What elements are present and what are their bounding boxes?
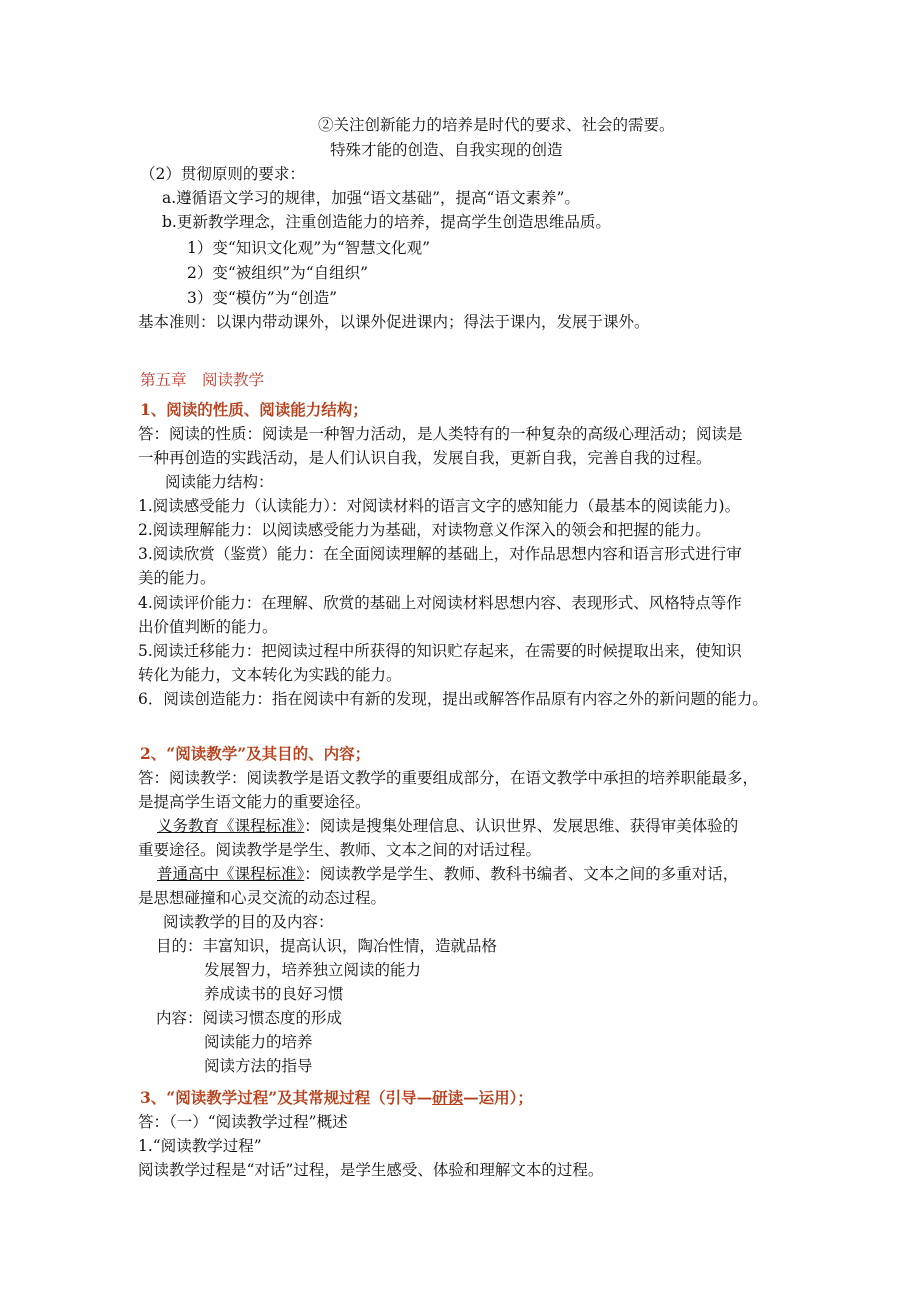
text-line: 目的：丰富知识，提高认识，陶冶性情，造就品格 bbox=[156, 937, 498, 955]
heading-span: —运用）； bbox=[463, 1088, 533, 1107]
text-line: 阅读教学过程是“对话”过程，是学生感受、体验和理解文本的过程。 bbox=[138, 1161, 604, 1179]
text-line bbox=[157, 863, 738, 885]
text-line: 基本准则：以课内带动课外，以课外促进课内；得法于课内，发展于课外。 bbox=[138, 313, 650, 331]
text-line: 5.阅读迁移能力：把阅读过程中所获得的知识贮存起来，在需要的时候提取出来，使知识 bbox=[138, 642, 742, 660]
text-line: 出价值判断的能力。 bbox=[138, 618, 278, 636]
underlined-term: 研读 bbox=[432, 1088, 464, 1107]
text-line: 6．阅读创造能力：指在阅读中有新的发现，提出或解答作品原有内容之外的新问题的能力。 bbox=[138, 690, 768, 708]
text-line: 一种再创造的实践活动，是人们认识自我，发展自我，更新自我，完善自我的过程。 bbox=[138, 449, 712, 467]
text-line: ②关注创新能力的培养是时代的要求、社会的需要。 bbox=[318, 116, 675, 134]
text-line: 重要途径。阅读教学是学生、教师、文本之间的对话过程。 bbox=[138, 841, 542, 859]
text-span: ：阅读教学是学生、教师、教科书编者、文本之间的多重对话， bbox=[304, 865, 739, 883]
text-line: 3.阅读欣赏（鉴赏）能力：在全面阅读理解的基础上，对作品思想内容和语言形式进行审 bbox=[138, 545, 742, 563]
text-line: 是提高学生语文能力的重要途径。 bbox=[138, 793, 371, 811]
text-line: 阅读教学的目的及内容： bbox=[163, 913, 334, 931]
text-line: 美的能力。 bbox=[138, 569, 216, 587]
text-line: 1）变“知识文化观”为“智慧文化观” bbox=[187, 239, 431, 257]
text-line: 特殊才能的创造、自我实现的创造 bbox=[330, 141, 563, 159]
section-heading: 2、“阅读教学”及其目的、内容； bbox=[140, 744, 371, 763]
text-line: 2.阅读理解能力：以阅读感受能力为基础，对读物意义作深入的领会和把握的能力。 bbox=[138, 521, 711, 539]
text-line: 养成读书的良好习惯 bbox=[204, 985, 344, 1003]
section-heading: 1、阅读的性质、阅读能力结构； bbox=[140, 400, 368, 419]
text-line: b.更新教学理念，注重创造能力的培养，提高学生创造思维品质。 bbox=[162, 213, 611, 231]
text-line: 4.阅读评价能力：在理解、欣赏的基础上对阅读材料思想内容、表现形式、风格特点等作 bbox=[138, 594, 742, 612]
text-line: 阅读方法的指导 bbox=[204, 1057, 313, 1075]
underlined-term: 义务教育《课程标准》 bbox=[157, 817, 305, 835]
text-line: 转化为能力，文本转化为实践的能力。 bbox=[138, 666, 402, 684]
underlined-term: 普通高中《课程标准》 bbox=[157, 865, 305, 883]
chapter-title: 第五章 阅读教学 bbox=[140, 371, 265, 389]
text-line: 阅读能力的培养 bbox=[204, 1033, 313, 1051]
heading-span: 3、“阅读教学过程”及其常规过程（引导— bbox=[140, 1088, 433, 1107]
section-heading bbox=[140, 1087, 533, 1109]
text-line: （2）贯彻原则的要求： bbox=[140, 165, 305, 183]
text-line: 3）变“模仿”为“创造” bbox=[187, 289, 338, 307]
text-line bbox=[157, 815, 738, 837]
text-line: 答：阅读教学：阅读教学是语文教学的重要组成部分，在语文教学中承担的培养职能最多， bbox=[138, 769, 759, 787]
text-line: 1.“阅读教学过程” bbox=[138, 1137, 262, 1155]
text-line: 1.阅读感受能力（认读能力）：对阅读材料的语言文字的感知能力（最基本的阅读能力)。 bbox=[138, 497, 741, 515]
text-line: 内容：阅读习惯态度的形成 bbox=[156, 1009, 343, 1027]
text-line: 答：阅读的性质：阅读是一种智力活动，是人类特有的一种复杂的高级心理活动；阅读是 bbox=[138, 425, 743, 443]
text-line: 2）变“被组织”为“自组织” bbox=[187, 264, 369, 282]
text-line: 答：（一）“阅读教学过程”概述 bbox=[138, 1113, 348, 1131]
text-line: 是思想碰撞和心灵交流的动态过程。 bbox=[138, 889, 387, 907]
text-line: 发展智力，培养独立阅读的能力 bbox=[204, 961, 422, 979]
text-line: a.遵循语文学习的规律，加强“语文基础”，提高“语文素养”。 bbox=[162, 189, 580, 207]
text-line: 阅读能力结构： bbox=[165, 473, 274, 491]
text-span: ：阅读是搜集处理信息、认识世界、发展思维、获得审美体验的 bbox=[304, 817, 739, 835]
